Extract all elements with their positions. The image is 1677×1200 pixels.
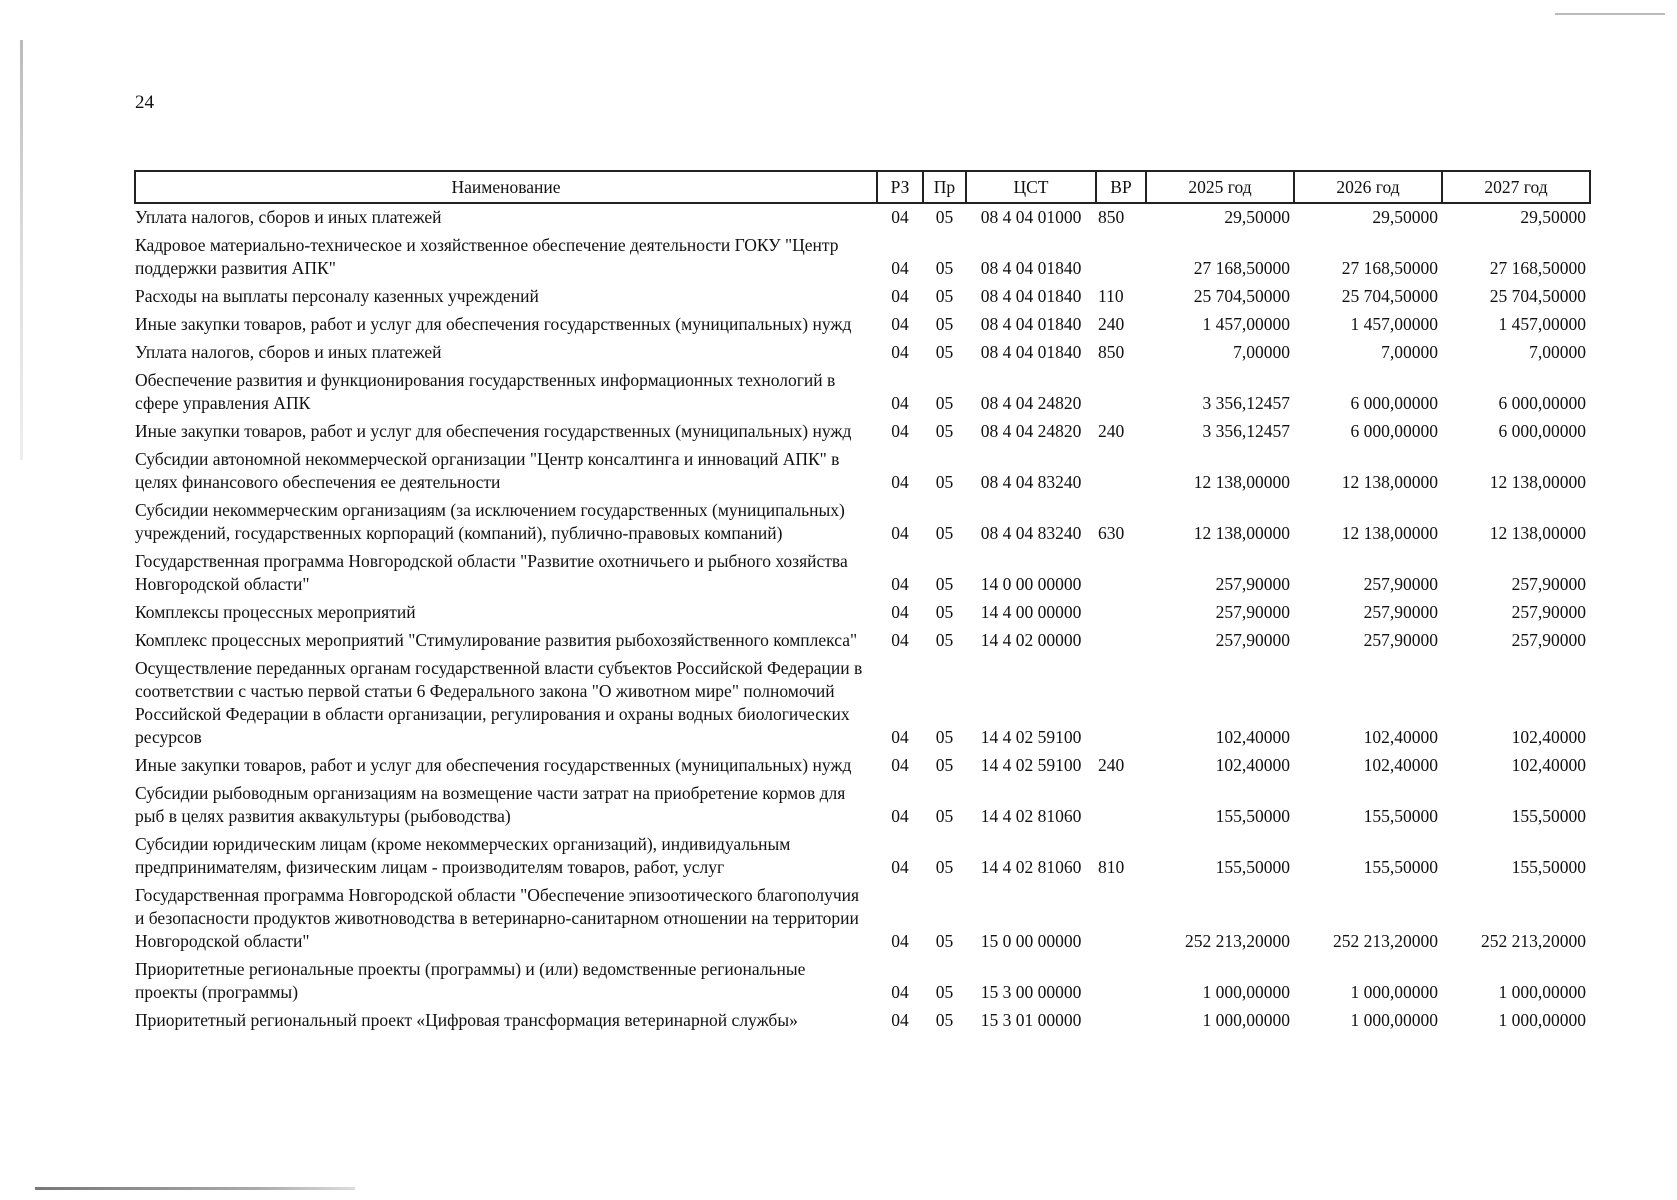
table-row bbox=[135, 752, 1590, 780]
row-2027-cell: 1 000,00000 bbox=[1498, 982, 1586, 1002]
row-rz-cell: 04 bbox=[891, 472, 909, 492]
row-2027-cell: 257,90000 bbox=[1511, 602, 1586, 622]
row-2026-cell: 6 000,00000 bbox=[1350, 421, 1438, 441]
table-row bbox=[135, 780, 1590, 831]
row-pr-cell: 05 bbox=[935, 806, 954, 826]
row-rz-cell: 04 bbox=[891, 931, 909, 951]
row-name-cell: Иные закупки товаров, работ и услуг для обеспечения государственных (муниципальных) нужд bbox=[135, 314, 852, 334]
row-cst-cell: 14 4 02 59100 bbox=[980, 755, 1082, 775]
row-name-cell: Осуществление переданных органам государственной власти субъектов Российской Федерации в соответствии с частью первой статьи 6 Федерального закона "О животном мире" полномочий Российской Федерации в области организации, регулирования и охраны водных биологических ресурсов bbox=[135, 658, 863, 747]
row-cst-cell: 08 4 04 01840 bbox=[980, 258, 1082, 278]
row-2025-cell: 25 704,50000 bbox=[1193, 286, 1290, 306]
table-row bbox=[135, 418, 1590, 446]
row-2026-cell: 6 000,00000 bbox=[1350, 393, 1438, 413]
row-name-cell: Уплата налогов, сборов и иных платежей bbox=[135, 342, 442, 362]
row-pr-cell: 05 bbox=[935, 393, 954, 413]
row-name-cell: Расходы на выплаты персоналу казенных учреждений bbox=[135, 286, 539, 306]
row-vr-cell bbox=[1096, 446, 1146, 497]
row-name-cell: Иные закупки товаров, работ и услуг для обеспечения государственных (муниципальных) нужд bbox=[135, 755, 852, 775]
row-2027-cell: 252 213,20000 bbox=[1481, 931, 1586, 951]
row-2026-cell: 102,40000 bbox=[1363, 755, 1438, 775]
row-pr-cell: 05 bbox=[935, 207, 954, 227]
row-cst-cell: 08 4 04 83240 bbox=[980, 523, 1082, 543]
row-vr-cell: 240 bbox=[1098, 755, 1125, 775]
row-vr-cell: 630 bbox=[1098, 523, 1125, 543]
row-pr-cell: 05 bbox=[935, 630, 954, 650]
row-name-cell: Субсидии юридическим лицам (кроме некоммерческих организаций), индивидуальным предпринимателям, физическим лицам - производителям товаров, работ, услуг bbox=[135, 834, 791, 877]
row-2025-cell: 252 213,20000 bbox=[1185, 931, 1290, 951]
row-2027-cell: 257,90000 bbox=[1511, 630, 1586, 650]
row-2027-cell: 27 168,50000 bbox=[1489, 258, 1586, 278]
row-2025-cell: 257,90000 bbox=[1215, 630, 1290, 650]
row-2025-cell: 3 356,12457 bbox=[1202, 421, 1290, 441]
row-rz-cell: 04 bbox=[891, 1010, 909, 1030]
row-2026-cell: 257,90000 bbox=[1363, 574, 1438, 594]
row-cst-cell: 08 4 04 24820 bbox=[980, 393, 1082, 413]
row-2027-cell: 1 000,00000 bbox=[1498, 1010, 1586, 1030]
row-rz-cell: 04 bbox=[891, 574, 909, 594]
row-vr-cell bbox=[1096, 232, 1146, 283]
row-rz-cell: 04 bbox=[891, 982, 909, 1002]
header-2026: 2026 год bbox=[1294, 171, 1442, 203]
row-2025-cell: 29,50000 bbox=[1224, 207, 1290, 227]
header-2025: 2025 год bbox=[1146, 171, 1294, 203]
row-cst-cell: 14 4 02 00000 bbox=[980, 630, 1082, 650]
row-rz-cell: 04 bbox=[891, 258, 909, 278]
row-cst-cell: 08 4 04 01840 bbox=[980, 342, 1082, 362]
row-rz-cell: 04 bbox=[891, 421, 909, 441]
row-name-cell: Приоритетный региональный проект «Цифровая трансформация ветеринарной службы» bbox=[135, 1010, 798, 1030]
table-row bbox=[135, 446, 1590, 497]
row-rz-cell: 04 bbox=[891, 286, 909, 306]
row-name-cell: Государственная программа Новгородской области "Обеспечение эпизоотического благополучия и безопасности продуктов животноводства в ветеринарно-санитарном отношении на территории Новгородской области" bbox=[135, 885, 860, 951]
row-cst-cell: 08 4 04 24820 bbox=[980, 421, 1082, 441]
row-2027-cell: 12 138,00000 bbox=[1489, 523, 1586, 543]
row-2025-cell: 102,40000 bbox=[1215, 755, 1290, 775]
row-2026-cell: 102,40000 bbox=[1363, 727, 1438, 747]
table-row bbox=[135, 882, 1590, 956]
row-vr-cell bbox=[1096, 956, 1146, 1007]
row-2026-cell: 1 000,00000 bbox=[1350, 982, 1438, 1002]
row-vr-cell: 110 bbox=[1098, 286, 1124, 306]
row-pr-cell: 05 bbox=[935, 755, 954, 775]
row-2025-cell: 1 000,00000 bbox=[1202, 982, 1290, 1002]
row-name-cell: Приоритетные региональные проекты (программы) и (или) ведомственные региональные проекты (программы) bbox=[135, 959, 806, 1002]
row-pr-cell: 05 bbox=[935, 342, 954, 362]
row-vr-cell bbox=[1096, 882, 1146, 956]
row-pr-cell: 05 bbox=[935, 727, 954, 747]
row-name-cell: Государственная программа Новгородской области "Развитие охотничьего и рыбного хозяйства Новгородской области" bbox=[135, 551, 848, 594]
scan-edge-top bbox=[1555, 13, 1665, 15]
row-vr-cell bbox=[1096, 1007, 1146, 1035]
header-rz: РЗ bbox=[877, 171, 923, 203]
row-name-cell: Комплексы процессных мероприятий bbox=[135, 602, 416, 622]
row-pr-cell: 05 bbox=[935, 602, 954, 622]
row-name-cell: Комплекс процессных мероприятий "Стимулирование развития рыбохозяйственного комплекса" bbox=[135, 630, 858, 650]
table-row bbox=[135, 548, 1590, 599]
table-row bbox=[135, 283, 1590, 311]
row-2027-cell: 6 000,00000 bbox=[1498, 421, 1586, 441]
row-name-cell: Кадровое материально-техническое и хозяйственное обеспечение деятельности ГОКУ "Центр поддержки развития АПК" bbox=[135, 235, 839, 278]
row-cst-cell: 08 4 04 01840 bbox=[980, 286, 1082, 306]
table-row bbox=[135, 339, 1590, 367]
row-2027-cell: 12 138,00000 bbox=[1489, 472, 1586, 492]
row-2025-cell: 1 000,00000 bbox=[1202, 1010, 1290, 1030]
row-vr-cell bbox=[1096, 627, 1146, 655]
row-2026-cell: 7,00000 bbox=[1381, 342, 1438, 362]
row-vr-cell bbox=[1096, 599, 1146, 627]
row-cst-cell: 15 3 01 00000 bbox=[980, 1010, 1082, 1030]
row-rz-cell: 04 bbox=[891, 755, 909, 775]
row-vr-cell bbox=[1096, 548, 1146, 599]
row-2026-cell: 257,90000 bbox=[1363, 602, 1438, 622]
row-2027-cell: 6 000,00000 bbox=[1498, 393, 1586, 413]
row-rz-cell: 04 bbox=[891, 207, 909, 227]
row-pr-cell: 05 bbox=[935, 1010, 954, 1030]
row-2026-cell: 12 138,00000 bbox=[1341, 472, 1438, 492]
row-cst-cell: 15 3 00 00000 bbox=[980, 982, 1082, 1002]
row-rz-cell: 04 bbox=[891, 393, 909, 413]
table-row bbox=[135, 956, 1590, 1007]
row-2027-cell: 155,50000 bbox=[1511, 857, 1586, 877]
header-vr: ВР bbox=[1096, 171, 1146, 203]
row-pr-cell: 05 bbox=[935, 857, 954, 877]
row-2027-cell: 25 704,50000 bbox=[1489, 286, 1586, 306]
row-vr-cell bbox=[1096, 655, 1146, 752]
row-2025-cell: 7,00000 bbox=[1233, 342, 1290, 362]
row-vr-cell: 240 bbox=[1098, 421, 1125, 441]
row-vr-cell: 850 bbox=[1098, 342, 1125, 362]
row-cst-cell: 14 4 02 59100 bbox=[980, 727, 1082, 747]
row-name-cell: Субсидии автономной некоммерческой организации "Центр консалтинга и инноваций АПК" в целях финансового обеспечения ее деятельности bbox=[135, 449, 840, 492]
row-2026-cell: 257,90000 bbox=[1363, 630, 1438, 650]
row-2027-cell: 102,40000 bbox=[1511, 755, 1586, 775]
row-cst-cell: 08 4 04 01000 bbox=[980, 207, 1082, 227]
budget-table bbox=[134, 170, 1591, 1035]
row-cst-cell: 15 0 00 00000 bbox=[980, 931, 1082, 951]
row-2026-cell: 29,50000 bbox=[1372, 207, 1438, 227]
row-rz-cell: 04 bbox=[891, 314, 909, 334]
row-2025-cell: 1 457,00000 bbox=[1202, 314, 1290, 334]
row-2025-cell: 102,40000 bbox=[1215, 727, 1290, 747]
row-2027-cell: 1 457,00000 bbox=[1498, 314, 1586, 334]
row-2027-cell: 102,40000 bbox=[1511, 727, 1586, 747]
row-cst-cell: 14 0 00 00000 bbox=[980, 574, 1082, 594]
row-name-cell: Субсидии некоммерческим организациям (за исключением государственных (муниципальных) учреждений, государственных корпораций (компаний), публично-правовых компаний) bbox=[135, 500, 845, 543]
row-rz-cell: 04 bbox=[891, 342, 909, 362]
header-cst: ЦСТ bbox=[966, 171, 1096, 203]
row-pr-cell: 05 bbox=[935, 286, 954, 306]
row-2026-cell: 155,50000 bbox=[1363, 857, 1438, 877]
row-pr-cell: 05 bbox=[935, 523, 954, 543]
row-2026-cell: 155,50000 bbox=[1363, 806, 1438, 826]
row-2025-cell: 257,90000 bbox=[1215, 574, 1290, 594]
table-row bbox=[135, 367, 1590, 418]
row-2025-cell: 3 356,12457 bbox=[1202, 393, 1290, 413]
row-name-cell: Субсидии рыбоводным организациям на возмещение части затрат на приобретение кормов для рыб в целях развития аквакультуры (рыбоводства) bbox=[135, 783, 846, 826]
row-name-cell: Обеспечение развития и функционирования государственных информационных технологий в сфере управления АПК bbox=[135, 370, 836, 413]
row-2027-cell: 7,00000 bbox=[1529, 342, 1586, 362]
row-2025-cell: 257,90000 bbox=[1215, 602, 1290, 622]
row-name-cell: Уплата налогов, сборов и иных платежей bbox=[135, 207, 442, 227]
row-2027-cell: 257,90000 bbox=[1511, 574, 1586, 594]
row-rz-cell: 04 bbox=[891, 857, 909, 877]
row-vr-cell: 850 bbox=[1098, 207, 1125, 227]
table-row bbox=[135, 627, 1590, 655]
scan-edge-bottom bbox=[35, 1187, 355, 1190]
table-row bbox=[135, 232, 1590, 283]
row-name-cell: Иные закупки товаров, работ и услуг для обеспечения государственных (муниципальных) нужд bbox=[135, 421, 852, 441]
header-name: Наименование bbox=[135, 171, 877, 203]
row-pr-cell: 05 bbox=[935, 574, 954, 594]
row-2026-cell: 1 000,00000 bbox=[1350, 1010, 1438, 1030]
row-2027-cell: 29,50000 bbox=[1520, 207, 1586, 227]
row-vr-cell bbox=[1096, 367, 1146, 418]
page-number: 24 bbox=[135, 92, 154, 113]
row-rz-cell: 04 bbox=[891, 727, 909, 747]
row-cst-cell: 14 4 02 81060 bbox=[980, 857, 1082, 877]
row-vr-cell bbox=[1096, 780, 1146, 831]
row-pr-cell: 05 bbox=[935, 421, 954, 441]
row-2026-cell: 27 168,50000 bbox=[1341, 258, 1438, 278]
table-row bbox=[135, 311, 1590, 339]
row-cst-cell: 08 4 04 01840 bbox=[980, 314, 1082, 334]
table-row bbox=[135, 497, 1590, 548]
table-header-row bbox=[135, 171, 1590, 203]
row-pr-cell: 05 bbox=[935, 258, 954, 278]
row-pr-cell: 05 bbox=[935, 931, 954, 951]
row-2026-cell: 25 704,50000 bbox=[1341, 286, 1438, 306]
header-2027: 2027 год bbox=[1442, 171, 1590, 203]
scan-edge-left bbox=[20, 40, 23, 460]
row-2026-cell: 252 213,20000 bbox=[1333, 931, 1438, 951]
row-cst-cell: 14 4 02 81060 bbox=[980, 806, 1082, 826]
row-2025-cell: 155,50000 bbox=[1215, 806, 1290, 826]
table-row bbox=[135, 203, 1590, 232]
row-vr-cell: 810 bbox=[1098, 857, 1125, 877]
row-vr-cell: 240 bbox=[1098, 314, 1125, 334]
row-2025-cell: 27 168,50000 bbox=[1193, 258, 1290, 278]
row-rz-cell: 04 bbox=[891, 806, 909, 826]
row-cst-cell: 14 4 00 00000 bbox=[980, 602, 1082, 622]
row-pr-cell: 05 bbox=[935, 472, 954, 492]
row-rz-cell: 04 bbox=[891, 602, 909, 622]
row-2025-cell: 12 138,00000 bbox=[1193, 523, 1290, 543]
row-2027-cell: 155,50000 bbox=[1511, 806, 1586, 826]
row-rz-cell: 04 bbox=[891, 630, 909, 650]
table-row bbox=[135, 831, 1590, 882]
row-2025-cell: 12 138,00000 bbox=[1193, 472, 1290, 492]
row-pr-cell: 05 bbox=[935, 982, 954, 1002]
row-pr-cell: 05 bbox=[935, 314, 954, 334]
row-rz-cell: 04 bbox=[891, 523, 909, 543]
table-row bbox=[135, 1007, 1590, 1035]
table-row bbox=[135, 599, 1590, 627]
table-row bbox=[135, 655, 1590, 752]
header-pr: Пр bbox=[923, 171, 966, 203]
row-cst-cell: 08 4 04 83240 bbox=[980, 472, 1082, 492]
row-2026-cell: 12 138,00000 bbox=[1341, 523, 1438, 543]
row-2026-cell: 1 457,00000 bbox=[1350, 314, 1438, 334]
row-2025-cell: 155,50000 bbox=[1215, 857, 1290, 877]
